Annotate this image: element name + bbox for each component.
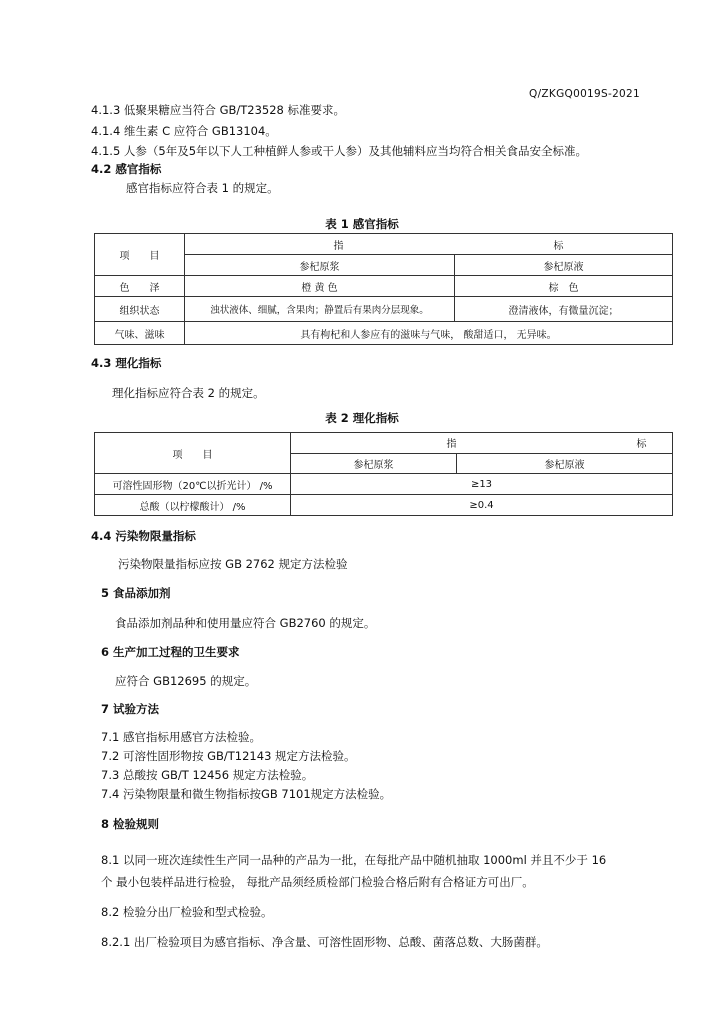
row-b: 澄清液体，有微量沉淀； [455,297,673,322]
table1-item-header: 项 目 [95,234,185,276]
table1-col-b: 参杞原液 [455,255,673,276]
index-left: 指 [446,439,457,451]
clause-7-1: 7.1 感官指标用感官方法检验。 [101,730,261,744]
table2-item-header: 项 目 [95,433,291,474]
table-row [95,297,673,322]
heading-4-2: 4.2 感官指标 [91,162,162,176]
table1-index-header [185,234,673,255]
table-row [95,276,673,297]
row-item: 总酸（以柠檬酸计） /% [95,495,291,516]
clause-4-1-3: 4.1.3 低聚果糖应当符合 GB/T23528 标准要求。 [91,103,346,117]
document-number: Q/ZKGQ0019S-2021 [529,88,640,100]
table1-caption: 表 1 感官指标 [325,217,399,231]
heading-4-4: 4.4 污染物限量指标 [91,529,196,543]
index-right: 标 [553,240,564,252]
heading-4-3: 4.3 理化指标 [91,356,162,370]
table-row [95,474,673,495]
row-value: ≥13 [291,474,673,495]
heading-5: 5 食品添加剂 [101,586,171,600]
row-item: 色 泽 [95,276,185,297]
table2-col-a: 参杞原浆 [291,453,457,474]
paragraph-4-2: 感官指标应符合表 1 的规定。 [126,181,279,195]
paragraph-4-3: 理化指标应符合表 2 的规定。 [112,386,265,400]
table2-index-header [291,433,673,454]
clause-7-4: 7.4 污染物限量和微生物指标按GB 7101规定方法检验。 [101,787,392,801]
clause-8-2: 8.2 检验分出厂检验和型式检验。 [101,905,273,919]
table-row [95,322,673,345]
physicochemical-table [94,432,673,516]
clause-7-2: 7.2 可溶性固形物按 GB/T12143 规定方法检验。 [101,749,356,763]
heading-6: 6 生产加工过程的卫生要求 [101,645,240,659]
row-b: 棕 色 [455,276,673,297]
clause-8-1-line2: 个 最小包装样品进行检验， 每批产品须经质检部门检验合格后附有合格证方可出厂。 [101,875,534,889]
clause-7-3: 7.3 总酸按 GB/T 12456 规定方法检验。 [101,768,314,782]
row-item: 气味、滋味 [95,322,185,345]
heading-8: 8 检验规则 [101,817,160,831]
row-item: 组织状态 [95,297,185,322]
table2-caption: 表 2 理化指标 [325,411,399,425]
index-left: 指 [333,240,344,252]
table1-col-a: 参杞原浆 [185,255,455,276]
clause-4-1-5: 4.1.5 人参（5年及5年以下人工种植鲜人参或干人参）及其他辅料应当均符合相关食品安全标准。 [91,144,588,158]
row-a: 橙 黄 色 [185,276,455,297]
heading-7: 7 试验方法 [101,702,160,716]
row-value: ≥0.4 [291,495,673,516]
row-item: 可溶性固形物（20℃以折光计） /% [95,474,291,495]
paragraph-5: 食品添加剂品种和使用量应符合 GB2760 的规定。 [115,616,376,630]
index-right: 标 [636,439,647,451]
clause-8-2-1: 8.2.1 出厂检验项目为感官指标、净含量、可溶性固形物、总酸、菌落总数、大肠菌群。 [101,935,548,949]
paragraph-4-4: 污染物限量指标应按 GB 2762 规定方法检验 [118,557,348,571]
row-merged: 具有枸杞和人参应有的滋味与气味， 酸甜适口， 无异味。 [185,322,673,345]
sensory-table [94,233,673,345]
paragraph-6: 应符合 GB12695 的规定。 [115,674,257,688]
clause-4-1-4: 4.1.4 维生素 C 应符合 GB13104。 [91,124,277,138]
clause-8-1-line1: 8.1 以同一班次连续性生产同一品种的产品为一批，在每批产品中随机抽取 1000ml 并且不少于 16 [101,853,607,867]
table-row [95,495,673,516]
row-a: 浊状液体、细腻，含果肉；静置后有果肉分层现象。 [185,297,455,322]
table2-col-b: 参杞原液 [457,453,673,474]
